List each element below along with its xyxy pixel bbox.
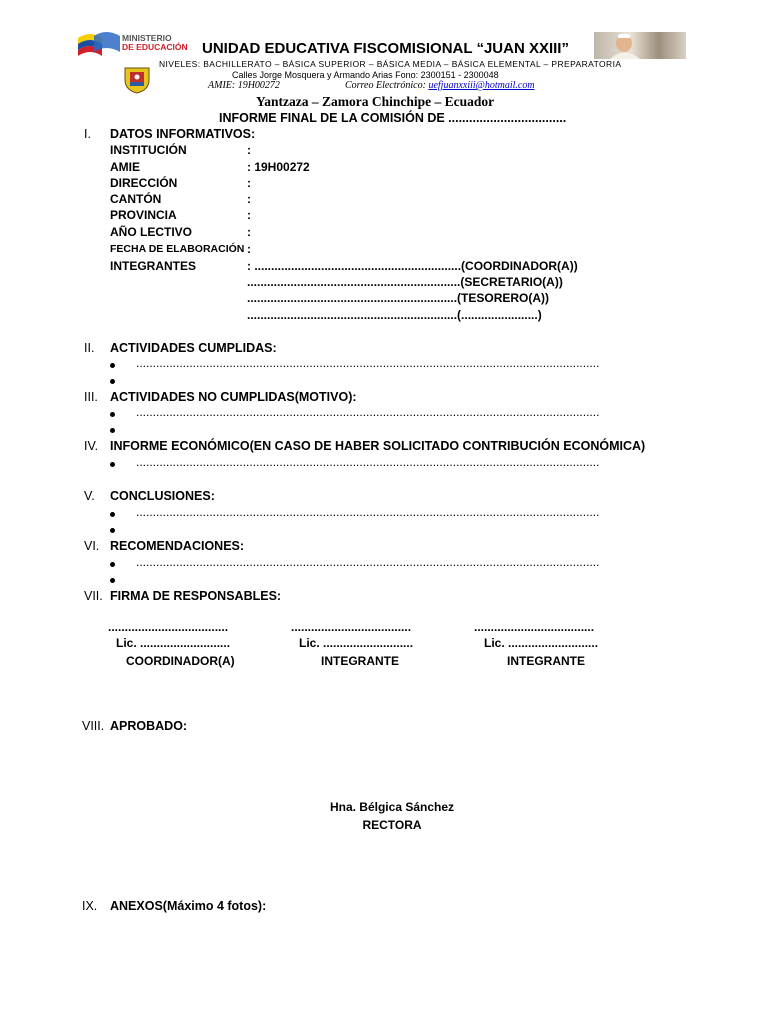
section-1-number: I. bbox=[84, 127, 91, 141]
field-value-canton[interactable]: : bbox=[247, 192, 251, 206]
field-value-provincia[interactable]: : bbox=[247, 208, 251, 222]
signature-line[interactable]: .................................... bbox=[108, 620, 229, 634]
report-title: INFORME FINAL DE LA COMISIÓN DE .................................. bbox=[219, 111, 567, 125]
bullet bbox=[110, 379, 115, 384]
signature-lic[interactable]: Lic. ........................... bbox=[116, 636, 231, 650]
section-6-title: RECOMENDACIONES: bbox=[110, 539, 245, 553]
section-5-title: CONCLUSIONES: bbox=[110, 489, 215, 503]
section-4-title: INFORME ECONÓMICO(EN CASO DE HABER SOLICITADO CONTRIBUCIÓN ECONÓMICA) bbox=[110, 439, 646, 453]
ministry-logo-line1: MINISTERIO bbox=[122, 33, 172, 43]
field-value-integrantes[interactable]: : ..............................................................(COORDINADOR(A)) bbox=[247, 259, 578, 273]
bullet bbox=[110, 528, 115, 533]
approver-name: Hna. Bélgica Sánchez bbox=[329, 800, 455, 814]
amie-line bbox=[208, 80, 535, 91]
bullet bbox=[110, 428, 115, 433]
section-3-number: III. bbox=[84, 390, 98, 404]
approver-role: RECTORA bbox=[362, 818, 422, 832]
field-value-amie[interactable]: : 19H00272 bbox=[247, 160, 310, 174]
signature-role: INTEGRANTE bbox=[507, 654, 585, 668]
signature-block-integrante-2 bbox=[474, 620, 624, 668]
field-value-fecha[interactable]: : bbox=[247, 242, 251, 256]
field-label-provincia: PROVINCIA bbox=[110, 208, 177, 222]
signature-role: COORDINADOR(A) bbox=[126, 654, 235, 668]
signature-role: INTEGRANTE bbox=[321, 654, 399, 668]
signature-lic[interactable]: Lic. ........................... bbox=[299, 636, 414, 650]
bullet bbox=[110, 363, 115, 368]
ministry-logo-line2: DE EDUCACIÓN bbox=[122, 42, 188, 52]
dotted-answer-line[interactable]: ........................................................................................................................................... bbox=[136, 505, 600, 519]
email-label: Correo Electrónico: bbox=[344, 80, 426, 91]
levels-line: NIVELES: BACHILLERATO – BÁSICA SUPERIOR – BÁSICA MEDIA – BÁSICA ELEMENTAL – PREPARATORIA bbox=[159, 59, 622, 69]
section-9-number: IX. bbox=[82, 899, 98, 913]
field-label-institucion: INSTITUCIÓN bbox=[110, 143, 187, 157]
member-secretario[interactable]: ................................................................(SECRETARIO(A)) bbox=[247, 275, 563, 289]
bullet bbox=[110, 562, 115, 567]
member-tesorero[interactable]: ...............................................................(TESORERO(A)) bbox=[247, 291, 550, 305]
field-label-fecha: FECHA DE ELABORACIÓN bbox=[110, 243, 245, 255]
section-8-title: APROBADO: bbox=[110, 719, 188, 733]
member-extra[interactable]: ...............................................................(.......................) bbox=[247, 308, 542, 322]
signature-block-integrante-1 bbox=[291, 620, 441, 668]
section-2-title: ACTIVIDADES CUMPLIDAS: bbox=[110, 341, 277, 355]
field-value-institucion[interactable]: : bbox=[247, 143, 251, 157]
email-link[interactable]: uefjuanxxiii@hotmail.com bbox=[428, 80, 535, 91]
address-line: Calles Jorge Mosquera y Armando Arias Fono: 2300151 - 2300048 bbox=[232, 70, 499, 80]
section-7-title: FIRMA DE RESPONSABLES: bbox=[110, 589, 282, 603]
crest-icon bbox=[121, 64, 153, 94]
dotted-answer-line[interactable]: ........................................................................................................................................... bbox=[136, 405, 600, 419]
dotted-answer-line[interactable]: ........................................................................................................................................... bbox=[136, 555, 600, 569]
section-2-number: II. bbox=[84, 341, 95, 355]
field-value-ano-lectivo[interactable]: : bbox=[247, 225, 251, 239]
bullet bbox=[110, 512, 115, 517]
saint-portrait bbox=[594, 32, 686, 59]
ecuador-flag-icon bbox=[76, 30, 122, 58]
signature-lic[interactable]: Lic. ........................... bbox=[484, 636, 599, 650]
field-value-direccion[interactable]: : bbox=[247, 176, 251, 190]
dotted-answer-line[interactable]: ........................................................................................................................................... bbox=[136, 455, 600, 469]
school-crest bbox=[121, 64, 153, 94]
signature-line[interactable]: .................................... bbox=[291, 620, 412, 634]
section-3-title: ACTIVIDADES NO CUMPLIDAS(MOTIVO): bbox=[110, 390, 357, 404]
field-label-canton: CANTÓN bbox=[110, 192, 162, 206]
school-name: UNIDAD EDUCATIVA FISCOMISIONAL “JUAN XXIII” bbox=[202, 40, 569, 57]
section-9-title: ANEXOS(Máximo 4 fotos): bbox=[110, 899, 267, 913]
field-label-direccion: DIRECCIÓN bbox=[110, 176, 178, 190]
section-7-number: VII. bbox=[84, 589, 103, 603]
section-8-number: VIII. bbox=[82, 719, 105, 733]
signature-block-coordinador bbox=[108, 620, 258, 668]
dotted-answer-line[interactable]: ........................................................................................................................................... bbox=[136, 356, 600, 370]
bullet bbox=[110, 578, 115, 583]
signature-line[interactable]: .................................... bbox=[474, 620, 595, 634]
section-4-number: IV. bbox=[84, 439, 99, 453]
section-1-title: DATOS INFORMATIVOS: bbox=[110, 127, 256, 141]
section-6-number: VI. bbox=[84, 539, 100, 553]
ministry-logo bbox=[76, 30, 196, 60]
city-line: Yantzaza – Zamora Chinchipe – Ecuador bbox=[256, 94, 495, 109]
field-label-amie: AMIE bbox=[110, 160, 140, 174]
section-5-number: V. bbox=[84, 489, 95, 503]
bullet bbox=[110, 412, 115, 417]
bullet bbox=[110, 462, 115, 467]
field-label-ano-lectivo: AÑO LECTIVO bbox=[110, 225, 193, 239]
amie-header: AMIE: 19H00272 bbox=[208, 80, 280, 91]
field-label-integrantes: INTEGRANTES bbox=[110, 259, 197, 273]
